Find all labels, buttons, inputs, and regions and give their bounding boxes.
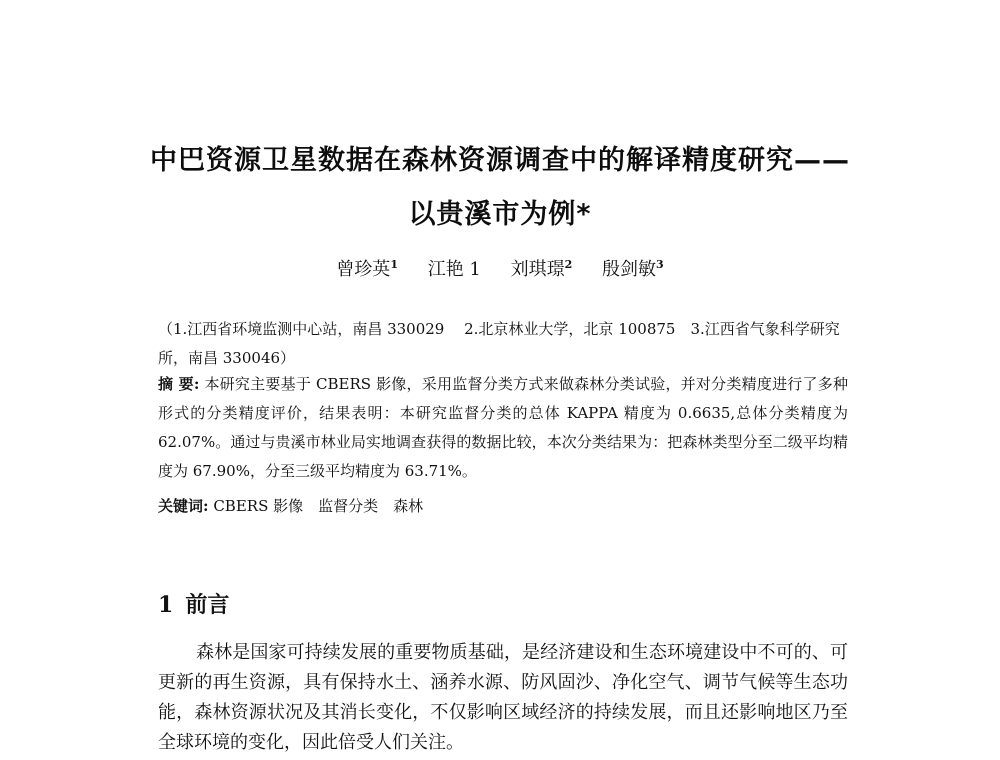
author-name: 刘琪璟 bbox=[510, 259, 565, 280]
paper-title-line-2: 以贵溪市为例* bbox=[408, 199, 592, 230]
author-affiliation-mark: 1 bbox=[390, 258, 398, 271]
keywords-text: CBERS 影像 监督分类 森林 bbox=[213, 497, 424, 515]
abstract-text: 本研究主要基于 CBERS 影像，采用监督分类方式来做森林分类试验，并对分类精度进行了多种形式的分类精度评价，结果表明：本研究监督分类的总体 KAPPA 精度为 0.6635,总体分类精度为 62.07%。通过与贵溪市林业局实地调查获得的数据比较，本次分类结果为：把森林类型分至二级平均精度为 67.90%，分至三级平均精度为 63.71%。 bbox=[158, 375, 848, 480]
author-name: 江艳 1 bbox=[427, 259, 481, 280]
affiliations: （1.江西省环境监测中心站，南昌 330029 2.北京林业大学，北京 100875 3.江西省气象科学研究所，南昌 330046） bbox=[158, 320, 840, 367]
section-heading bbox=[158, 588, 229, 619]
author-4 bbox=[602, 259, 664, 280]
author-2 bbox=[428, 259, 481, 280]
author-list bbox=[0, 255, 1000, 281]
keywords-label: 关键词: bbox=[158, 497, 209, 515]
author-name: 殷剑敏 bbox=[602, 259, 657, 280]
paper-title-line-1: 中巴资源卫星数据在森林资源调查中的解译精度研究—— bbox=[150, 145, 850, 176]
section-number: 1 bbox=[158, 592, 174, 618]
keywords bbox=[158, 492, 848, 521]
abstract-label: 摘 要: bbox=[158, 375, 200, 393]
author-affiliation-mark: 2 bbox=[564, 258, 573, 271]
author-3 bbox=[511, 259, 573, 280]
author-name: 曾珍英 bbox=[336, 259, 391, 280]
author-affiliation-mark: 3 bbox=[656, 258, 664, 271]
author-1 bbox=[336, 259, 398, 280]
section-title: 前言 bbox=[185, 592, 230, 618]
abstract bbox=[158, 370, 848, 486]
body-paragraph: 森林是国家可持续发展的重要物质基础，是经济建设和生态环境建设中不可的、可更新的再生资源，具有保持水土、涵养水源、防风固沙、净化空气、调节气候等生态功能，森林资源状况及其消长变化，不仅影响区域经济的持续发展，而且还影响地区乃至全球环境的变化，因此倍受人们关注。 bbox=[158, 642, 848, 753]
